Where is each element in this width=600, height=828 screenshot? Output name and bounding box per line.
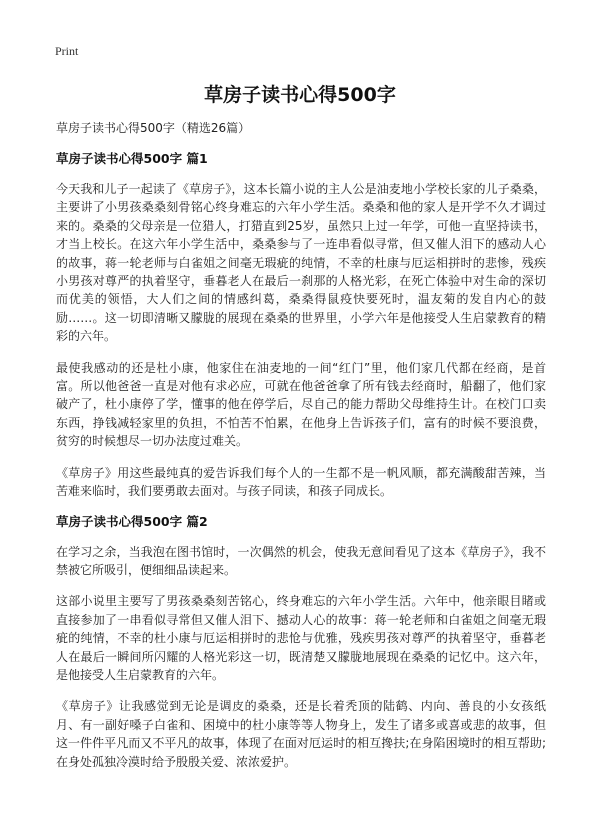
section-2: [56, 514, 546, 771]
paragraph: 最使我感动的还是杜小康，他家住在油麦地的一间“红门”里，他们家几代都在经商，是首富。所以他爸爸一直是对他有求必应，可就在他爸爸拿了所有钱去经商时，船翻了，他们家破产了，杜小康停了学，懂事的他在停学后，尽自己的能力帮助父母维持生计。在校门口卖东西，挣钱减轻家里的负担，不怕苦不怕累，在他身上告诉孩子们，富有的时候不要浪费，贫穷的时候想尽一切办法度过难关。: [56, 360, 546, 449]
paragraph: 在学习之余，当我泡在图书馆时，一次偶然的机会，使我无意间看见了这本《草房子》，我不禁被它所吸引，便细细品读起来。: [56, 544, 546, 577]
paragraph: 今天我和儿子一起读了《草房子》，这本长篇小说的主人公是油麦地小学校长家的儿子桑桑，主要讲了小男孩桑桑刻骨铭心终身难忘的六年小学生活。桑桑和他的家人是开学不久才调过来的。桑桑的父母亲是一位猎人，打猎直到25岁，虽然只上过一年学，可他一直坚持读书，才当上校长。在这六年小学生活中，桑桑参与了一连串看似寻常，但又催人泪下的感动人心的故事，蒋一轮老师与白雀姐之间毫无瑕疵的纯情，不幸的杜康与厄运相拼时的悲惨，残疾小男孩对尊严的执着坚守，垂暮老人在最后一刹那的人格光彩，在死亡体验中对生命的深切而优美的领悟，大人们之间的情感纠葛，桑桑得鼠疫快要死时，温友菊的发自内心的鼓励……。这一切即清晰又朦胧的展现在桑桑的世界里，小学六年是他接受人生启蒙教育的精彩的六年。: [56, 182, 546, 344]
section-heading: 草房子读书心得500字 篇2: [56, 513, 208, 529]
paragraph: 《草房子》让我感觉到无论是调皮的桑桑，还是长着秃顶的陆鹤、内向、善良的小女孩纸月、有一副好嗓子白雀和、困境中的杜小康等等人物身上，发生了诸多或喜或悲的故事，但这一件件平凡而又不平凡的故事，体现了在面对厄运时的相互搀扶;在身陷困境时的相互帮助;在身处孤独冷漠时给予殷殷关爱、浓浓爱护。: [56, 699, 546, 769]
print-link[interactable]: Print: [55, 44, 79, 58]
paragraph: 这部小说里主要写了男孩桑桑刻苦铭心，终身难忘的六年小学生活。六年中，他亲眼目睹或直接参加了一串看似寻常但又催人泪下、撼动人心的故事：蒋一轮老师和白雀姐之间毫无瑕疵的纯情，不幸的杜小康与厄运相拼时的悲怆与优雅，残疾男孩对尊严的执着坚守，垂暮老人在最后一瞬间所闪耀的人格光彩这一切，既清楚又朦胧地展现在桑桑的记忆中。这六年，是他接受人生启蒙教育的六年。: [56, 594, 546, 682]
section-heading: 草房子读书心得500字 篇1: [56, 151, 208, 166]
page-title: 草房子读书心得500字: [204, 84, 396, 106]
paragraph: 《草房子》用这些最纯真的爱告诉我们每个人的一生都不是一帆风顺，都充满酸甜苦辣，当苦难来临时，我们要勇敢去面对。与孩子同读，和孩子同成长。: [56, 465, 546, 499]
section-1: [56, 151, 546, 501]
article-subtitle: 草房子读书心得500字（精选26篇）: [56, 121, 251, 135]
article-body: [56, 120, 546, 784]
